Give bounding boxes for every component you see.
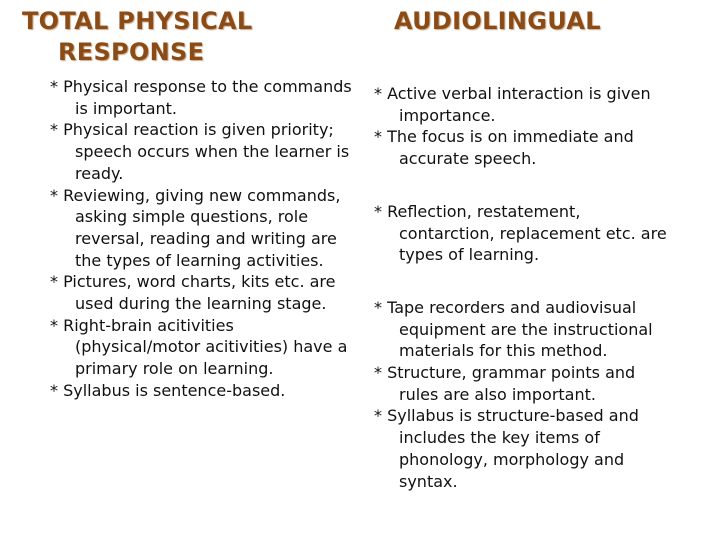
- list-item: * The focus is on immediate and accurate speech.: [374, 127, 634, 169]
- audiolingual-list: [374, 83, 679, 492]
- audiolingual-heading: AUDIOLINGUAL: [394, 7, 601, 35]
- list-item: * Pictures, word charts, kits etc. are used during the learning stage.: [50, 272, 336, 314]
- list-item: * Reflection, restatement, contarction, replacement etc. are types of learning.: [374, 201, 667, 265]
- list-item: * Physical response to the commands is important.: [50, 77, 352, 118]
- list-item: * Syllabus is structure-based and includes the key items of phonology, morphology and syntax.: [374, 406, 639, 491]
- tpr-list: [50, 76, 355, 402]
- list-item: * Physical reaction is given priority; speech occurs when the learner is ready.: [50, 120, 350, 183]
- list-item: * Syllabus is sentence-based.: [50, 380, 286, 400]
- list-item: * Structure, grammar points and rules are also important.: [374, 363, 636, 404]
- list-item: * Reviewing, giving new commands, asking simple questions, role reversal, reading and writing are the types of learning activities.: [50, 185, 341, 270]
- list-item: * Tape recorders and audiovisual equipment are the instructional materials for this method.: [374, 297, 653, 361]
- tpr-heading-line2: RESPONSE: [58, 38, 205, 66]
- tpr-heading: [22, 6, 342, 68]
- list-item: * Right-brain acitivities (physical/motor acitivities) have a primary role on learning.: [50, 315, 348, 379]
- list-item: * Active verbal interaction is given importance.: [374, 84, 651, 125]
- tpr-heading-line1: TOTAL PHYSICAL: [22, 7, 253, 35]
